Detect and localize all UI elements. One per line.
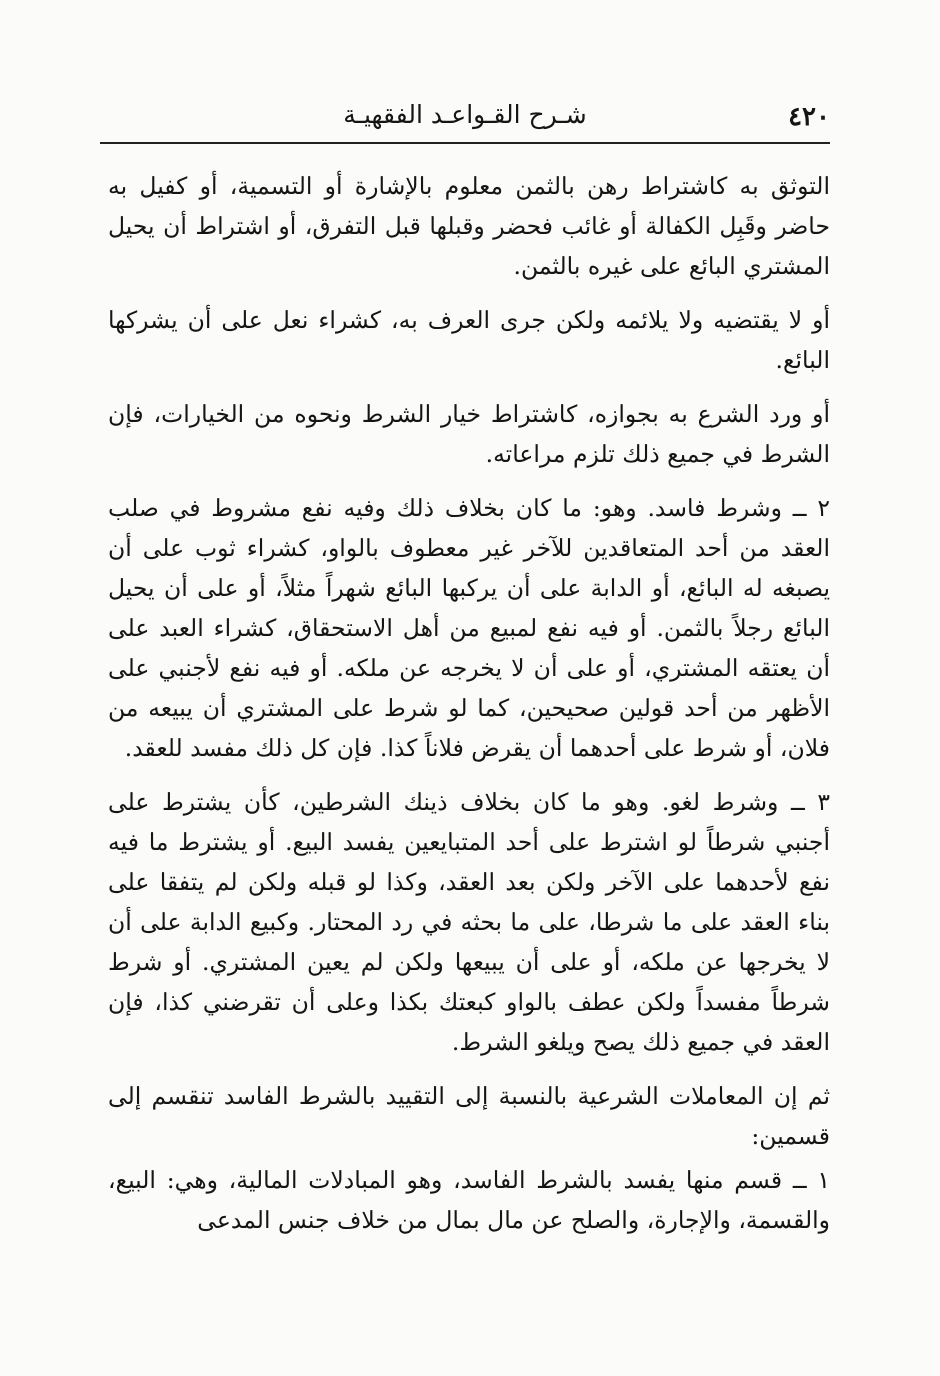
paragraph-7: ١ ــ قسم منها يفسد بالشرط الفاسد، وهو المبادلات المالية، وهي: البيع، والقسمة، والإجارة، والصلح عن مال بمال من خلاف جنس المدعى xyxy=(108,1166,830,1234)
paragraph-5: ٣ ــ وشرط لغو. وهو ما كان بخلاف ذينك الشرطين، كأن يشترط على أجنبي شرطاً لو اشترط على أحد المتبايعين يفسد البيع. أو يشترط ما فيه نفع لأحدهما على الآخر ولكن بعد العقد، وكذا لو قبله ولكن لم يتفقا على بناء العقد على ما شرطا، على ما بحثه في رد المحتار. وكبيع الدابة على أن لا يخرجها عن ملكه، أو على أن يبيعها ولكن لم يعين المشتري. أو شرط شرطاً مفسداً ولكن عطف بالواو كبعتك بكذا وعلى أن تقرضني كذا، فإن العقد في جميع ذلك يصح ويلغو الشرط. xyxy=(108,788,830,1056)
paragraph-2: أو لا يقتضيه ولا يلائمه ولكن جرى العرف به، كشراء نعل على أن يشركها البائع. xyxy=(108,306,830,374)
page-number: ٤٢٠ xyxy=(788,102,830,132)
running-title: شـرح القـواعـد الفقهيـة xyxy=(343,100,587,129)
paragraph-6: ثم إن المعاملات الشرعية بالنسبة إلى التقييد بالشرط الفاسد تنقسم إلى قسمين: xyxy=(108,1082,830,1150)
header-rule xyxy=(100,142,830,144)
paragraph-3: أو ورد الشرع به بجوازه، كاشتراط خيار الشرط ونحوه من الخيارات، فإن الشرط في جميع ذلك تلزم مراعاته. xyxy=(108,400,830,468)
paragraph-4: ٢ ــ وشرط فاسد. وهو: ما كان بخلاف ذلك وفيه نفع مشروط في صلب العقد من أحد المتعاقدين للآخر غير معطوف بالواو، كشراء ثوب على أن يصبغه له البائع، أو الدابة على أن يركبها البائع شهراً مثلاً، أو على أن يحيل البائع رجلاً بالثمن. أو فيه نفع لمبيع من أهل الاستحقاق، كشراء العبد على أن يعتقه المشتري، أو على أن لا يخرجه عن ملكه. أو فيه نفع لأجنبي على الأظهر من أحد قولين صحيحين، كما لو شرط على المشتري أن يبيعه من فلان، أو شرط على أحدهما أن يقرض فلاناً كذا. فإن كل ذلك مفسد للعقد. xyxy=(108,494,830,762)
paragraph-1: التوثق به كاشتراط رهن بالثمن معلوم بالإشارة أو التسمية، أو كفيل به حاضر وقَبِل الكفالة أو غائب فحضر وقبلها قبل التفرق، أو اشتراط أن يحيل المشتري البائع على غيره بالثمن. xyxy=(108,172,830,280)
body-text xyxy=(108,166,830,1254)
page-header xyxy=(100,100,830,144)
